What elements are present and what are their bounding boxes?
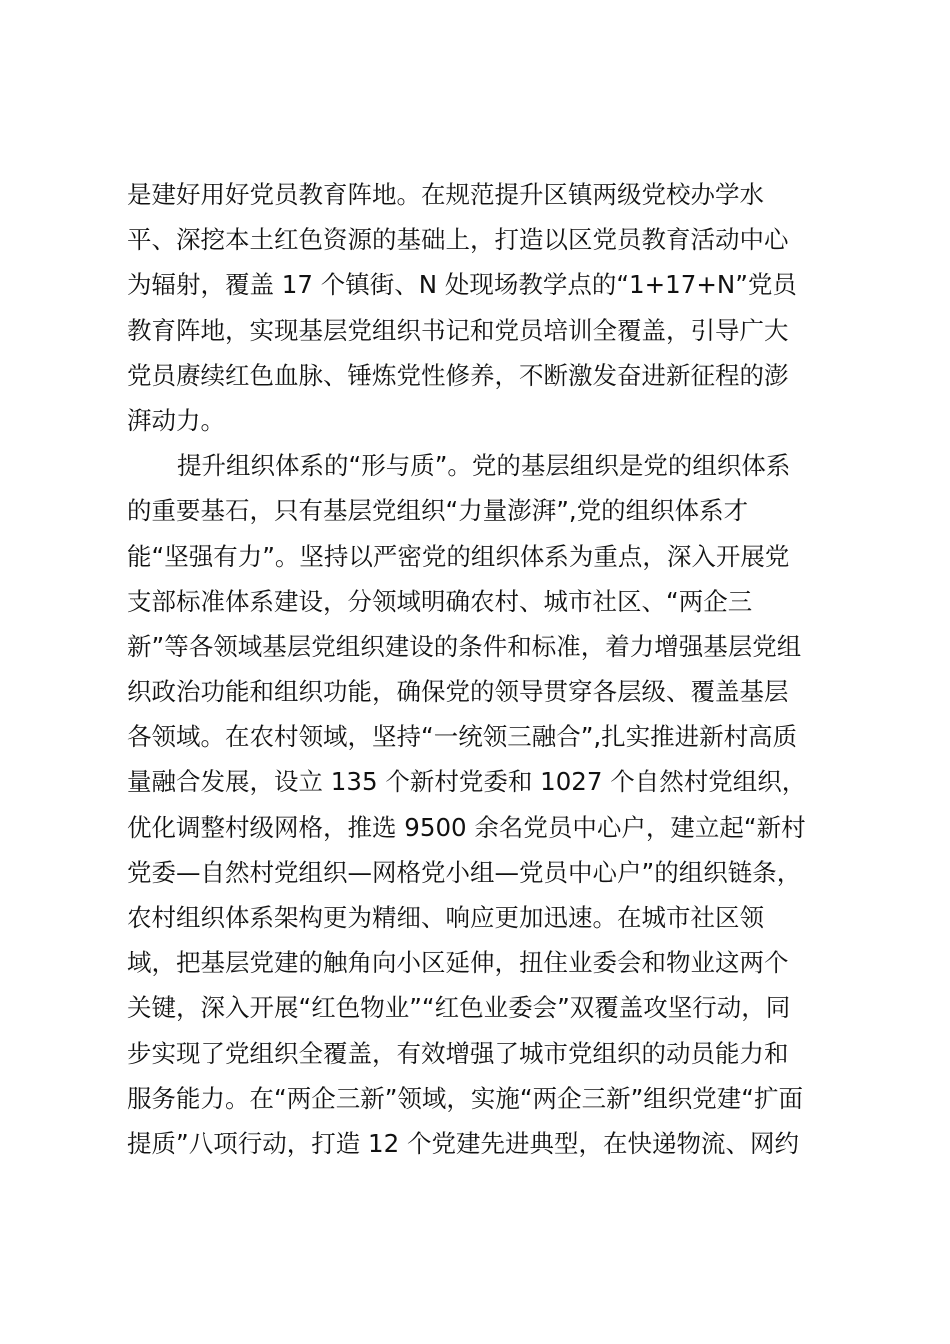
text-line: 服务能力。在“两企三新”领域，实施“两企三新”组织党建“扩面 — [127, 1083, 803, 1113]
text-line: 织政治功能和组织功能，确保党的领导贯穿各层级、覆盖基层 — [127, 677, 789, 707]
text-line: 能“坚强有力”。坚持以严密党的组织体系为重点，深入开展党 — [127, 541, 790, 571]
text-line: 支部标准体系建设，分领域明确农村、城市社区、“两企三 — [127, 586, 753, 616]
text-line: 农村组织体系架构更为精细、响应更加迅速。在城市社区领 — [127, 903, 764, 932]
text-line: 提质”八项行动，打造 12 个党建先进典型，在快递物流、网约 — [127, 1128, 799, 1158]
text-line: 新”等各领域基层党组织建设的条件和标准，着力增强基层党组 — [127, 631, 802, 661]
text-line: 为辐射，覆盖 17 个镇街、N 处现场教学点的“1+17+N”党员 — [127, 270, 797, 300]
text-line: 平、深挖本土红色资源的基础上，打造以区党员教育活动中心 — [127, 225, 789, 255]
text-line: 党委—自然村党组织—网格党小组—党员中心户”的组织链条， — [127, 857, 802, 887]
text-line: 湃动力。 — [127, 405, 225, 435]
text-line: 优化调整村级网格，推选 9500 余名党员中心户，建立起“新村 — [127, 812, 806, 842]
text-line: 关键，深入开展“红色物业”“红色业委会”双覆盖攻坚行动，同 — [127, 993, 791, 1023]
body-text — [127, 172, 837, 1166]
text-line: 教育阵地，实现基层党组织书记和党员培训全覆盖，引导广大 — [127, 315, 789, 345]
text-line: 的重要基石，只有基层党组织“力量澎湃”,党的组织体系才 — [127, 496, 749, 526]
text-line: 党员赓续红色血脉、锤炼党性修养，不断激发奋进新征程的澎 — [127, 360, 789, 390]
text-line: 步实现了党组织全覆盖，有效增强了城市党组织的动员能力和 — [127, 1038, 789, 1068]
text-line: 量融合发展，设立 135 个新村党委和 1027 个自然村党组织， — [127, 767, 807, 797]
text-line: 域，把基层党建的触角向小区延伸，扭住业委会和物业这两个 — [127, 948, 789, 978]
text-line: 各领域。在农村领域，坚持“一统领三融合”,扎实推进新村高质 — [127, 722, 798, 752]
text-line: 是建好用好党员教育阵地。在规范提升区镇两级党校办学水 — [127, 180, 764, 209]
paragraph-start-line: 提升组织体系的“形与质”。党的基层组织是党的组织体系 — [177, 451, 791, 481]
